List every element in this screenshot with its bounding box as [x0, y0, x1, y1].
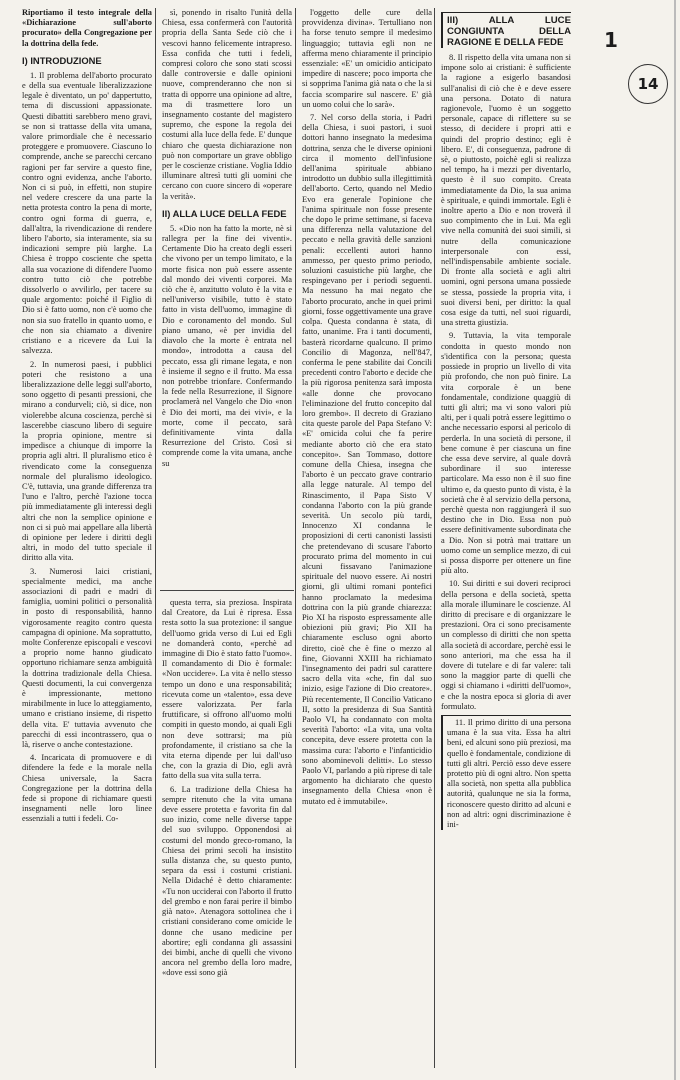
column-2 [162, 8, 292, 592]
paragraph: 1. Il problema dell'aborto procurato e della sua eventuale liberalizzazione legale è diventato, un po' dappertutto, tema di discussioni appassionate. Questi dibattiti sarebbero meno gravi, se non si trattasse della vita umana, valore primordiale che è necessario proteggere e promuovere. Ciascuno lo comprende, anche se parecchi cercano ragioni per far servire a questo fine, contro ogni evidenza, anche l'aborto. Non ci si può, in effetti, non stupire nel vedere crescere da una parte la netta protesta contro la pena di morte, contro ogni forma di guerra, e, dall'altra, la rivendicazione di rendere libero l'aborto, sia interamente, sia su indicazioni sempre più larghe. La Chiesa è troppo cosciente che spetta alla sua vocazione di difendere l'uomo contro tutto ciò che potrebbe dissolverlo o avvilirlo, per tacere su quale argomento: poiché il Figlio di Dio si è fatto uomo, non c'è uomo che non sia suo fratello in quanto uomo, e che non sia chiamato a divenire cristiano e a ricevere da Lui la salvezza. [22, 70, 152, 356]
paragraph: 5. «Dio non ha fatto la morte, nè si rallegra per la fine dei viventi». Certamente Dio ha creato degli esseri che vivono per un tempo limitato, e la morte fisica non può essere assente dal mondo dei viventi corporei. Ma ciò che è, anzitutto voluto è la vita e nell'universo visibile, tutto è stato fatto in vista dell'uomo, immagine di Dio e coronamento del mondo. Sul piano umano, «è per invidia del diavolo che la morte è entrata nel mondo», introdotta a causa del peccato, essa gli rimane legata, e non è insieme il segno e il frutto. Ma essa non potrebbe trionfare. Confermando la fede nella Resurrezione, il Signore proclamerà nel Vangelo che Dio «non è Dio dei morti, ma dei vivi», e la morte, come il peccato, sarà definitivamente vinta dalla Resurrezione del Cristo. Così si comprende come la vita umana, anche su [162, 223, 292, 468]
column-4 [441, 8, 571, 1066]
section-heading-fede: II) ALLA LUCE DELLA FEDE [162, 207, 287, 219]
paragraph: 3. Numerosi laici cristiani, specialmente medici, ma anche associazioni di padri e madri di famiglia, uomini politici o personalità in posto di responsabilità, hanno vigorosamente reagito contro questa campagna di opinione. Ma soprattutto, molte Conferenze episcopali e vescovi a proprio nome hanno giudicato opportuno richiamare senza ambiguità la dottrina tradizionale della Chiesa. Questi documenti, la cui convergenza è impressionante, mettono mirabilmente in luce lo atteggiamento, umano e cristiano insieme, di rispetto della vita. E' tuttavia avvenuto che parecchi di essi incontrassero, qua o là, riserve o anche contestazione. [22, 566, 152, 750]
section-heading-ragione-fede: III) ALLA LUCE CONGIUNTA DELLA RAGIONE E DELLA FEDE [441, 12, 571, 48]
column-rule-2 [295, 8, 296, 1068]
paragraph: sì, ponendo in risalto l'unità della Chiesa, essa confermerà con l'autorità propria della Santa Sede ciò che i vescovi hanno felicemente intrapreso. Essa confida che tutti i fedeli, compresi coloro che sono stati scossi dalle controversie e dalle opinioni nuove, comprenderanno che non si tratta di opporre una opinione ad altre, ma di trasmettere loro un insegnamento costante del magistero supremo, che espone la regola dei costumi alla luce della fede. E' dunque chiaro che questa dichiarazione non può non comportare un grave obbligo per le coscienze cristiane. Voglia Iddio illuminare altresì tutti gli uomini che cercano con cuore sincero di «operare la verità». [162, 8, 292, 201]
paragraph: 9. Tuttavia, la vita temporale condotta in questo mondo non s'identifica con la persona; questa possiede in proprio un livello di vita più profondo, che non può finire. La vita corporale è un bene fondamentale, condizione quaggiù di tutti gli altri; ma vi sono valori più alti, per i quali potrà essere legittimo o anche necessario esporsi al pericolo di perderla. In una società di persone, il bene comune è per ciascuna un fine che essa deve servire, al quale dovrà subordinare il suo interesse particolare. Ma esso non è il suo fine ultimo e, da questo punto di vista, è la società che è al servizio della persona, perchè questa non raggiungerà il suo destino che in Dio. Essa non può essere definitivamente subordinata che a Dio. Non si potrà mai trattare un uomo come un semplice mezzo, di cui si possa disporre per ottenere un fine più alto. [441, 331, 571, 576]
paragraph: 7. Nel corso della storia, i Padri della Chiesa, i suoi pastori, i suoi dottori hanno insegnato la medesima dottrina, senza che le diverse opinioni circa il momento dell'infusione dell'anima spirituale abbiano introdotto un dubbio sulla illegittimità dell'aborto. Certo, quando nel Medio Evo era generale l'opinione che l'anima spirituale non fosse presente che dopo le prime settimane, si faceva una differenza nella valutazione del peccato e nella gravità delle sanzioni penali: eccellenti autori hanno ammesso, per questo primo periodo, soluzioni casuistiche più larghe, che respingevano per i periodi seguenti. Ma nessuno ha mai negato che l'aborto procurato, anche in quei primi giorni, fosse oggettivamente una grave colpa. Questa condanna è stata, di fatto, unanime. Fra i tanti documenti, basterà ricordarne qualcuno. Il primo Concilio di Magonza, nell'847, conferma le pene stabilite dai Concili precedenti contro l'aborto e decide che la più rigorosa penitenza sarà imposta «alle donne che provocano l'eliminazione del frutto concepito dal loro grembo». Il decreto di Graziano cita queste parole del Papa Stefano V: «E' omicida colui che fa perire mediante aborto ciò che era stato concepito». San Tommaso, dottore comune della Chiesa, insegna che l'aborto è un peccato grave contrario alla legge naturale. Al tempo del Rinascimento, il Papa Sisto V condanna l'aborto con la più grande severità. Un secolo più tardi, Innocenzo XI condanna le proposizioni di certi canonisti lassisti che pretendevano di scusare l'aborto procurato prima del momento in cui alcuni fissavano l'animazione spirituale del nuovo essere. Ai nostri giorni, gli ultimi romani pontefici hanno proclamato la medesima dottrina con la più grande chiarezza: Pio XI ha risposto espressamente alle obiezioni più gravi; Pio XII ha chiaramente escluso ogni aborto diretto, cioè che è fine o mezzo al fine, Giovanni XXIII ha richiamato l'insegnamento dei padri sul carattere sacro della vita «che, fin dal suo inizio, esige l'azione di Dio creatore». Più recentemente, Il Concilio Vaticano II, sotto la presidenza di Sua Santità Paolo VI, ha condannato con molta severità l'aborto: «La vita, una volta concepita, deve essere protetta con la massima cura: l'aborto e l'infanticidio sono abominevoli delitti». Lo stesso Paolo VI, parlando a più riprese di tale argomento ha dichiarato che questo insegnamento della Chiesa «non è mutato ed è immutabile». [302, 113, 432, 806]
paragraph: questa terra, sia preziosa. Inspirata dal Creatore, da Lui è ripresa. Essa resta sotto la sua protezione: il sangue dell'uomo grida verso di Lui ed Egli ne domanderà conto, «perchè ad immagine di Dio è stato fatto l'uomo». Il comandamento di Dio è formale: «Non uccidere». La vita è nello stesso tempo un dono e una responsabilità; ricevuta come un «talento», essa deve essere valorizzata. Per farla fruttificare, si offrono all'uomo molti compiti in questo mondo, ai quali Egli non deve sottrarsi; ma più profondamente, il cristiano sa che la vita eterna dipende per lui dall'uso che, con la grazia di Dio, egli avrà fatto della sua vita sulla terra. [162, 598, 292, 781]
section-heading-introduzione: I) INTRODUZIONE [22, 54, 102, 66]
column-3 [302, 8, 432, 1066]
paragraph: 10. Sui diritti e sui doveri reciproci della persona e della società, spetta alla morale illuminare le coscienze. Al diritto di precisare e di organizzare le prestazioni. Ora ci sono precisamente un complesso di diritti che non spetta alla società di accordare, perchè essi le sono anteriori, ma che essa ha il dovere di tutelare e di far valere: tali sono la maggior parte di quelli che oggi si chiamano i «diritti dell'uomo», e che la nostra epoca si gloria di aver formulato. [441, 579, 571, 711]
column-rule-1 [155, 8, 156, 1068]
paragraph: 11. Il primo diritto di una persona umana è la sua vita. Essa ha altri beni, ed alcuni sono più preziosi, ma quello è fondamentale, condizione di tutti gli altri. Perciò esso deve essere protetto più di ogni altro. Non spetta alla società, non spetta alla pubblica autorità, qualunque ne sia la forma, riconoscere questo diritto ad alcuni e non ad altri: ogni discriminazione è ini- [441, 715, 571, 830]
intro-title: Riportiamo il testo integrale della «Dichiarazione sull'aborto procurato» della Congregazione per la dottrina della fede. [22, 8, 152, 48]
column-rule-3 [434, 8, 435, 1068]
circled-stamp-number: 14 [628, 64, 668, 104]
column-1 [22, 8, 152, 1066]
scan-edge [674, 0, 676, 1080]
paragraph: 8. Il rispetto della vita umana non si impone solo ai cristiani: è sufficiente la ragione a esigerlo basandosi sull'analisi di ciò che è e deve essere una persona. Dotato di natura ragionevole, l'uomo è un soggetto personale, capace di riflettere su se stesso, di decidere i propri atti e quindi del proprio destino; egli è libero. E', di conseguenza, padrone di sè, o piuttosto, poichè egli si realizza nel tempo, ha i mezzi per diventarlo, questo è il suo compito. Creata immediatamente da Dio, la sua anima è spirituale, e quindi immortale. Egli è inoltre aperto a Dio e non troverà il suo compimento che in Lui. Ma egli vive nella comunità dei suoi simili, si nutre della comunicazione interpersonale con essi, nell'indispensabile ambiente sociale. Di fronte alla società e agli altri uomini, ogni persona umana possiede se stessa, possiede la propria vita, i suoi diversi beni, per diritto: la qual cosa esige da tutti, nel suoi riguardi, una stretta giustizia. [441, 53, 571, 328]
paragraph: 6. La tradizione della Chiesa ha sempre ritenuto che la vita umana deve essere protetta e favorita fin dal suo inizio, come nelle diverse tappe del suo sviluppo. Opponendosi ai costumi del mondo greco-romano, la Chiesa dei primi secoli ha insistito sulla distanza che, su questo punto, separa da essi i costumi cristiani. Nella Didaché è detto chiaramente: «Tu non ucciderai con l'aborto il frutto del grembo e non farai perire il bimbo già nato». Atenagora sottolinea che i cristiani considerano come omicide le donne che usano medicine per abortire; egli condanna gli assassini dei bimbi, anche di quelli che vivono ancora nel grembo della loro madre, «dove essi sono già [162, 784, 292, 978]
paragraph: l'oggetto delle cure della provvidenza divina». Tertulliano non ha forse tenuto sempre il medesimo linguaggio; tuttavia egli non ne afferma meno chiaramente il principio essenziale: «E' un omicidio anticipato impedire di nascere; poco importa che si sopprima l'anima già nata o che la si faccia scomparire sul nascere. E' già un uomo colui che lo sarà». [302, 8, 432, 109]
paragraph: 4. Incaricata di promuovere e di difendere la fede e la morale nella Chiesa universale, la Sacra Congregazione per la dottrina della fede si propone di richiamare questi insegnamenti nelle loro linee essenziali a tutti i fedeli. Co- [22, 753, 152, 824]
paragraph: 2. In numerosi paesi, i pubblici poteri che resistono a una liberalizzazione delle leggi sull'aborto, sono oggetto di pesanti pressioni, che mirano a condurveli; ciò, si dice, non violerebbe alcuna coscienza, perchè si lascerebbe ciascuno libero di seguire la propria opinione, mentre si impedisce a chiunque di imporre la propria agli altri. Il pluralismo etico è rivendicato come la conseguenza normale del pluralismo ideologico. C'è, tuttavia, una grande differenza tra l'uno e l'altro, perchè l'azione tocca più immediatamente gli interessi degli altri che non la semplice opinione e non ci si può mai appellare alla libertà di opinione per ledere i diritti degli altri, in modo del tutto speciale il diritto alla vita. [22, 359, 152, 563]
handwritten-page-number: 1 [604, 28, 618, 52]
column-2-lower [162, 598, 292, 1066]
